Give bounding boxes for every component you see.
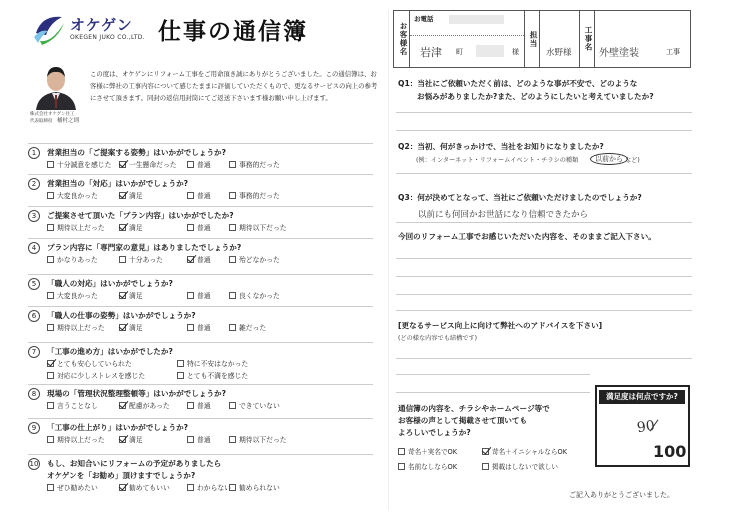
answer-option[interactable] xyxy=(229,434,287,446)
question-number: 3 xyxy=(28,210,40,222)
answer-option[interactable] xyxy=(229,322,266,334)
rating-max: 100 xyxy=(653,442,687,461)
option-label: 普通 xyxy=(197,256,211,264)
option-label: 対応に少しストレスを感じた xyxy=(57,372,146,380)
checked-checkbox-icon[interactable] xyxy=(119,402,126,409)
option-label: 普通 xyxy=(197,224,211,232)
answer-option[interactable] xyxy=(187,322,211,334)
customer-info-box xyxy=(393,10,691,68)
question-number: 10 xyxy=(29,460,39,468)
checkbox-icon[interactable] xyxy=(47,402,54,409)
checkbox-icon[interactable] xyxy=(177,372,184,379)
checked-checkbox-icon[interactable] xyxy=(119,292,126,299)
question-9 xyxy=(28,422,383,446)
answer-option[interactable] xyxy=(229,400,280,412)
ceo-caption xyxy=(30,112,94,125)
checkbox-icon[interactable] xyxy=(47,372,54,379)
consent-option[interactable] xyxy=(398,461,457,471)
q2-answer-circled: 以前から xyxy=(590,153,628,165)
checkbox-icon[interactable] xyxy=(229,224,236,231)
answer-option[interactable] xyxy=(119,434,143,446)
customer-name-redacted xyxy=(476,45,504,57)
consent-option-label: 掲載はしないで欲しい xyxy=(492,463,558,471)
question-number: 2 xyxy=(28,178,40,190)
option-label: 一生懸命だった xyxy=(129,161,177,169)
answer-option[interactable] xyxy=(177,358,248,370)
question-divider xyxy=(28,454,373,455)
question-number: 9 xyxy=(28,422,40,434)
option-row xyxy=(47,322,383,334)
option-label: 事務的だった xyxy=(239,192,280,200)
advice-subtext: (どの様な内容でも結構です) xyxy=(398,335,478,342)
question-text: 営業担当の「ご提案する姿勢」はいかがでしょうか? xyxy=(47,148,227,157)
question-text: 現場の「管理状況整理整頓等」はいかがでしょうか? xyxy=(47,389,227,398)
option-label: 言うことなし xyxy=(57,402,98,410)
option-label: 普通 xyxy=(197,161,211,169)
answer-option[interactable] xyxy=(187,434,211,446)
checkbox-icon[interactable] xyxy=(229,292,236,299)
customer-name-label: お客様名 xyxy=(394,11,410,67)
question-number: 8 xyxy=(28,388,40,400)
consent-line3: よろしいでしょうか? xyxy=(398,428,471,437)
intro-paragraph: この度は、オケゲンにリフォーム工事をご用命頂き誠にありがとうございました。この通信簿は、お客様に弊社の工事内容について感じたままに評価していただくもので、更なるサービスの向上の参考にさせて頂きます。同封の返信用封筒にてご返送下さいます様お願い申し上げます。 xyxy=(90,70,378,102)
consent-option[interactable] xyxy=(398,446,457,456)
question-divider xyxy=(28,274,373,275)
option-label: 十分あった xyxy=(129,256,163,264)
answer-option[interactable] xyxy=(119,222,143,234)
option-label: できていない xyxy=(239,402,280,410)
question-number: 6 xyxy=(28,310,40,322)
answer-option[interactable] xyxy=(119,322,143,334)
question-divider xyxy=(28,342,373,343)
answer-option[interactable] xyxy=(47,322,105,334)
logo-subtext: OKEGEN JUKO CO.,LTD. xyxy=(70,34,145,41)
checkbox-icon[interactable] xyxy=(187,224,194,231)
checked-checkbox-icon[interactable] xyxy=(482,448,489,455)
answer-option[interactable] xyxy=(187,482,231,494)
company-logo-icon xyxy=(32,13,68,47)
question-text: 「職人の対応」はいかがでしょうか? xyxy=(47,279,173,288)
checkbox-icon[interactable] xyxy=(398,463,405,470)
consent-line1: 通信簿の内容を、チラシやホームページ等で xyxy=(398,404,550,413)
checkbox-icon[interactable] xyxy=(187,484,194,491)
question-text: プラン内容に「専門家の意見」はありましたでしょうか? xyxy=(47,243,242,252)
consent-line2: お客様の声として掲載させて頂いても xyxy=(398,416,528,425)
phone-redacted xyxy=(449,15,504,24)
checkbox-icon[interactable] xyxy=(229,161,236,168)
ceo-name: 桶村之則 xyxy=(57,118,80,124)
option-row xyxy=(47,159,383,171)
checkbox-icon[interactable] xyxy=(47,161,54,168)
option-label: ぜひ勧めたい xyxy=(57,484,98,492)
option-label: 普通 xyxy=(197,402,211,410)
customer-name-value: 岩津 xyxy=(420,46,442,59)
question-5 xyxy=(28,278,383,302)
thanks-message: ご記入ありがとうございました。 xyxy=(569,491,674,499)
checkbox-icon[interactable] xyxy=(187,292,194,299)
question-1 xyxy=(28,147,383,171)
question-q2-example: (例：インターネット・リフォームイベント・チラシの種類 xyxy=(416,157,579,164)
checkbox-icon[interactable] xyxy=(47,436,54,443)
answer-option[interactable] xyxy=(119,254,163,266)
consent-option-label: 苛名＋実名でOK xyxy=(408,448,458,456)
checkbox-icon[interactable] xyxy=(187,161,194,168)
option-row xyxy=(47,400,383,412)
question-q2: Q2：当初、何がきっかけで、当社をお知りになりましたか? xyxy=(398,142,604,151)
logo-text: オケゲン xyxy=(70,16,133,34)
option-label: とても不満を感じた xyxy=(187,372,249,380)
question-divider xyxy=(28,418,373,419)
consent-option-label: 苛名＋イニシャルならOK xyxy=(492,448,568,456)
answer-option[interactable] xyxy=(229,290,280,302)
checkbox-icon[interactable] xyxy=(47,324,54,331)
option-label: 普通 xyxy=(197,436,211,444)
answer-option[interactable] xyxy=(47,159,111,171)
question-heading xyxy=(28,210,383,222)
question-heading xyxy=(28,278,383,290)
option-row xyxy=(47,254,383,266)
question-heading xyxy=(28,422,383,434)
option-label: わからない xyxy=(197,484,231,492)
question-text: ご提案させて頂いた「プラン内容」はいかがでしたか? xyxy=(47,211,234,220)
answer-option[interactable] xyxy=(47,222,105,234)
option-label: 満足 xyxy=(129,292,143,300)
checkbox-icon[interactable] xyxy=(47,224,54,231)
answer-option[interactable] xyxy=(47,290,98,302)
option-label: 勧められない xyxy=(239,484,280,492)
answer-option[interactable] xyxy=(119,159,177,171)
question-text: 「工事の仕上がり」はいかがでしょうか? xyxy=(47,423,189,432)
answer-option[interactable] xyxy=(229,222,287,234)
checked-checkbox-icon[interactable] xyxy=(119,324,126,331)
checkbox-icon[interactable] xyxy=(229,324,236,331)
checkbox-icon[interactable] xyxy=(229,402,236,409)
answer-option[interactable] xyxy=(187,159,211,171)
answer-option[interactable] xyxy=(187,190,211,202)
answer-option[interactable] xyxy=(47,434,105,446)
option-label: 期待以下だった xyxy=(239,224,287,232)
honorific-sama: 様 xyxy=(512,48,519,56)
question-q1-line2: お悩みがありましたか?また、どのようにしたいと考えていましたか? xyxy=(417,92,654,101)
question-heading xyxy=(28,242,383,254)
checkbox-icon[interactable] xyxy=(177,360,184,367)
question-q3: Q3：何が決めてとなって、当社にご依頼いただけましたのでしょうか? xyxy=(398,193,642,202)
question-4 xyxy=(28,242,383,266)
question-divider xyxy=(28,143,373,144)
option-label: 特に不安はなかった xyxy=(187,360,249,368)
answer-option[interactable] xyxy=(47,254,98,266)
answer-option[interactable] xyxy=(47,400,98,412)
option-label: 勧めてもいい xyxy=(129,484,170,492)
ceo-company: 株式会社オケゲン住工 xyxy=(30,112,75,117)
question-divider xyxy=(28,238,373,239)
option-row xyxy=(47,370,383,382)
staff-label: 担当 xyxy=(524,11,540,67)
answer-option[interactable] xyxy=(47,190,98,202)
option-row xyxy=(47,290,383,302)
checkbox-icon[interactable] xyxy=(398,448,405,455)
question-number: 7 xyxy=(28,346,40,358)
option-label: 普通 xyxy=(197,192,211,200)
answer-option[interactable] xyxy=(177,370,248,382)
option-label: 十分誠意を感じた xyxy=(57,161,112,169)
answer-option[interactable] xyxy=(47,482,98,494)
answer-option[interactable] xyxy=(187,290,211,302)
satisfaction-rating-box xyxy=(595,385,690,467)
consent-option[interactable] xyxy=(482,446,567,456)
option-label: 普通 xyxy=(197,324,211,332)
option-label: 満足 xyxy=(129,192,143,200)
option-label: 期待以下だった xyxy=(239,436,287,444)
checkbox-icon[interactable] xyxy=(187,402,194,409)
checkbox-icon[interactable] xyxy=(47,256,54,263)
page-title: 仕事の通信簿 xyxy=(158,19,308,45)
question-heading xyxy=(28,147,383,159)
question-heading xyxy=(28,178,383,190)
checked-checkbox-icon[interactable] xyxy=(119,192,126,199)
option-label: 配慮があった xyxy=(129,402,170,410)
option-label: 期待以上だった xyxy=(57,436,105,444)
checked-checkbox-icon[interactable] xyxy=(119,484,126,491)
answer-option[interactable] xyxy=(119,482,170,494)
checkbox-icon[interactable] xyxy=(187,436,194,443)
question-text: もし、お知合いにリフォームの予定がありましたら xyxy=(47,459,222,468)
answer-option[interactable] xyxy=(119,400,170,412)
ceo-role: 代表取締役 xyxy=(30,119,53,124)
consent-option[interactable] xyxy=(482,461,558,471)
question-q2-end: など) xyxy=(625,157,640,164)
question-divider xyxy=(28,206,373,207)
option-row xyxy=(47,222,383,234)
checked-checkbox-icon[interactable] xyxy=(119,224,126,231)
option-label: 良くなかった xyxy=(239,292,280,300)
q3-answer: 以前にも何回かお世話になり信頼できたから xyxy=(418,210,589,220)
question-number: 5 xyxy=(28,278,40,290)
option-label: 満足 xyxy=(129,436,143,444)
option-label: 事務的だった xyxy=(239,161,280,169)
column-divider xyxy=(388,10,389,510)
answer-option[interactable] xyxy=(187,222,211,234)
checkbox-icon[interactable] xyxy=(187,324,194,331)
question-number: 4 xyxy=(28,242,40,254)
option-label: 殆どなかった xyxy=(239,256,280,264)
checkbox-icon[interactable] xyxy=(229,436,236,443)
work-name-value: 外壁塗装 xyxy=(599,48,639,59)
answer-option[interactable] xyxy=(229,159,280,171)
checked-checkbox-icon[interactable] xyxy=(47,360,54,367)
answer-option[interactable] xyxy=(47,370,145,382)
rating-value: 90 xyxy=(635,417,656,437)
checked-checkbox-icon[interactable] xyxy=(187,256,194,263)
phone-label: お電話 xyxy=(414,15,434,23)
checkbox-icon[interactable] xyxy=(47,192,54,199)
question-heading xyxy=(28,388,383,400)
rating-title: 満足度は何点ですか? xyxy=(599,390,685,404)
option-label: 期待以上だった xyxy=(57,324,105,332)
advice-prompt: [更なるサービス向上に向けて弊社へのアドバイスを下さい] xyxy=(398,321,603,330)
option-label: かなりあった xyxy=(57,256,98,264)
question-text: 「職人の仕事の姿勢」はいかがでしょうか? xyxy=(47,311,196,320)
option-label: 普通 xyxy=(197,292,211,300)
answer-option[interactable] xyxy=(119,290,143,302)
question-10 xyxy=(28,458,383,494)
answer-option[interactable] xyxy=(187,254,211,266)
checkbox-icon[interactable] xyxy=(482,463,489,470)
option-label: 満足 xyxy=(129,324,143,332)
option-label: 満足 xyxy=(129,224,143,232)
question-number: 1 xyxy=(28,147,40,159)
question-text: 営業担当の「対応」はいかがでしょうか? xyxy=(47,179,189,188)
checkbox-icon[interactable] xyxy=(229,192,236,199)
consent-option-label: 名前なしならOK xyxy=(408,463,458,471)
question-text-line2: オケゲンを「お勧め」頂けますでしょうか? xyxy=(47,471,196,480)
option-label: 雑だった xyxy=(239,324,267,332)
answer-option[interactable] xyxy=(187,400,211,412)
question-divider xyxy=(28,174,373,175)
option-row xyxy=(47,482,383,494)
question-7 xyxy=(28,346,383,382)
checkbox-icon[interactable] xyxy=(229,484,236,491)
option-row xyxy=(47,190,383,202)
question-heading xyxy=(28,458,383,470)
checkbox-icon[interactable] xyxy=(229,256,236,263)
checked-checkbox-icon[interactable] xyxy=(119,436,126,443)
phone-underline xyxy=(410,35,524,36)
checkbox-icon[interactable] xyxy=(119,256,126,263)
checkbox-icon[interactable] xyxy=(47,292,54,299)
question-heading xyxy=(28,310,383,322)
staff-value: 水野様 xyxy=(546,48,572,58)
answer-option[interactable] xyxy=(119,190,143,202)
answer-option[interactable] xyxy=(229,482,280,494)
option-label: とても安心していられた xyxy=(57,360,132,368)
question-heading xyxy=(28,346,383,358)
ceo-photo xyxy=(30,62,82,110)
work-suffix: 工事 xyxy=(666,48,680,56)
question-divider xyxy=(28,384,373,385)
option-row xyxy=(47,434,383,446)
work-name-label: 工事名 xyxy=(579,11,595,67)
answer-option[interactable] xyxy=(47,358,132,370)
question-3 xyxy=(28,210,383,234)
question-q1: Q1：当社にご依頼いただく前は、どのような事が不安で、どのような xyxy=(398,79,638,88)
question-text: 「工事の進め方」はいかがでしたか? xyxy=(47,347,173,356)
checkbox-icon[interactable] xyxy=(187,192,194,199)
option-label: 大変良かった xyxy=(57,192,98,200)
option-label: 大変良かった xyxy=(57,292,98,300)
impression-prompt: 今回のリフォーム工事でお感じいただいた内容を、そのままご記入下さい。 xyxy=(398,232,656,241)
question-8 xyxy=(28,388,383,412)
checkbox-icon[interactable] xyxy=(47,484,54,491)
option-row xyxy=(47,358,383,370)
question-2 xyxy=(28,178,383,202)
answer-option[interactable] xyxy=(229,190,280,202)
checked-checkbox-icon[interactable] xyxy=(119,161,126,168)
customer-town: 町 xyxy=(456,48,463,56)
question-divider xyxy=(28,306,373,307)
option-label: 期待以上だった xyxy=(57,224,105,232)
question-6 xyxy=(28,310,383,334)
answer-option[interactable] xyxy=(229,254,280,266)
